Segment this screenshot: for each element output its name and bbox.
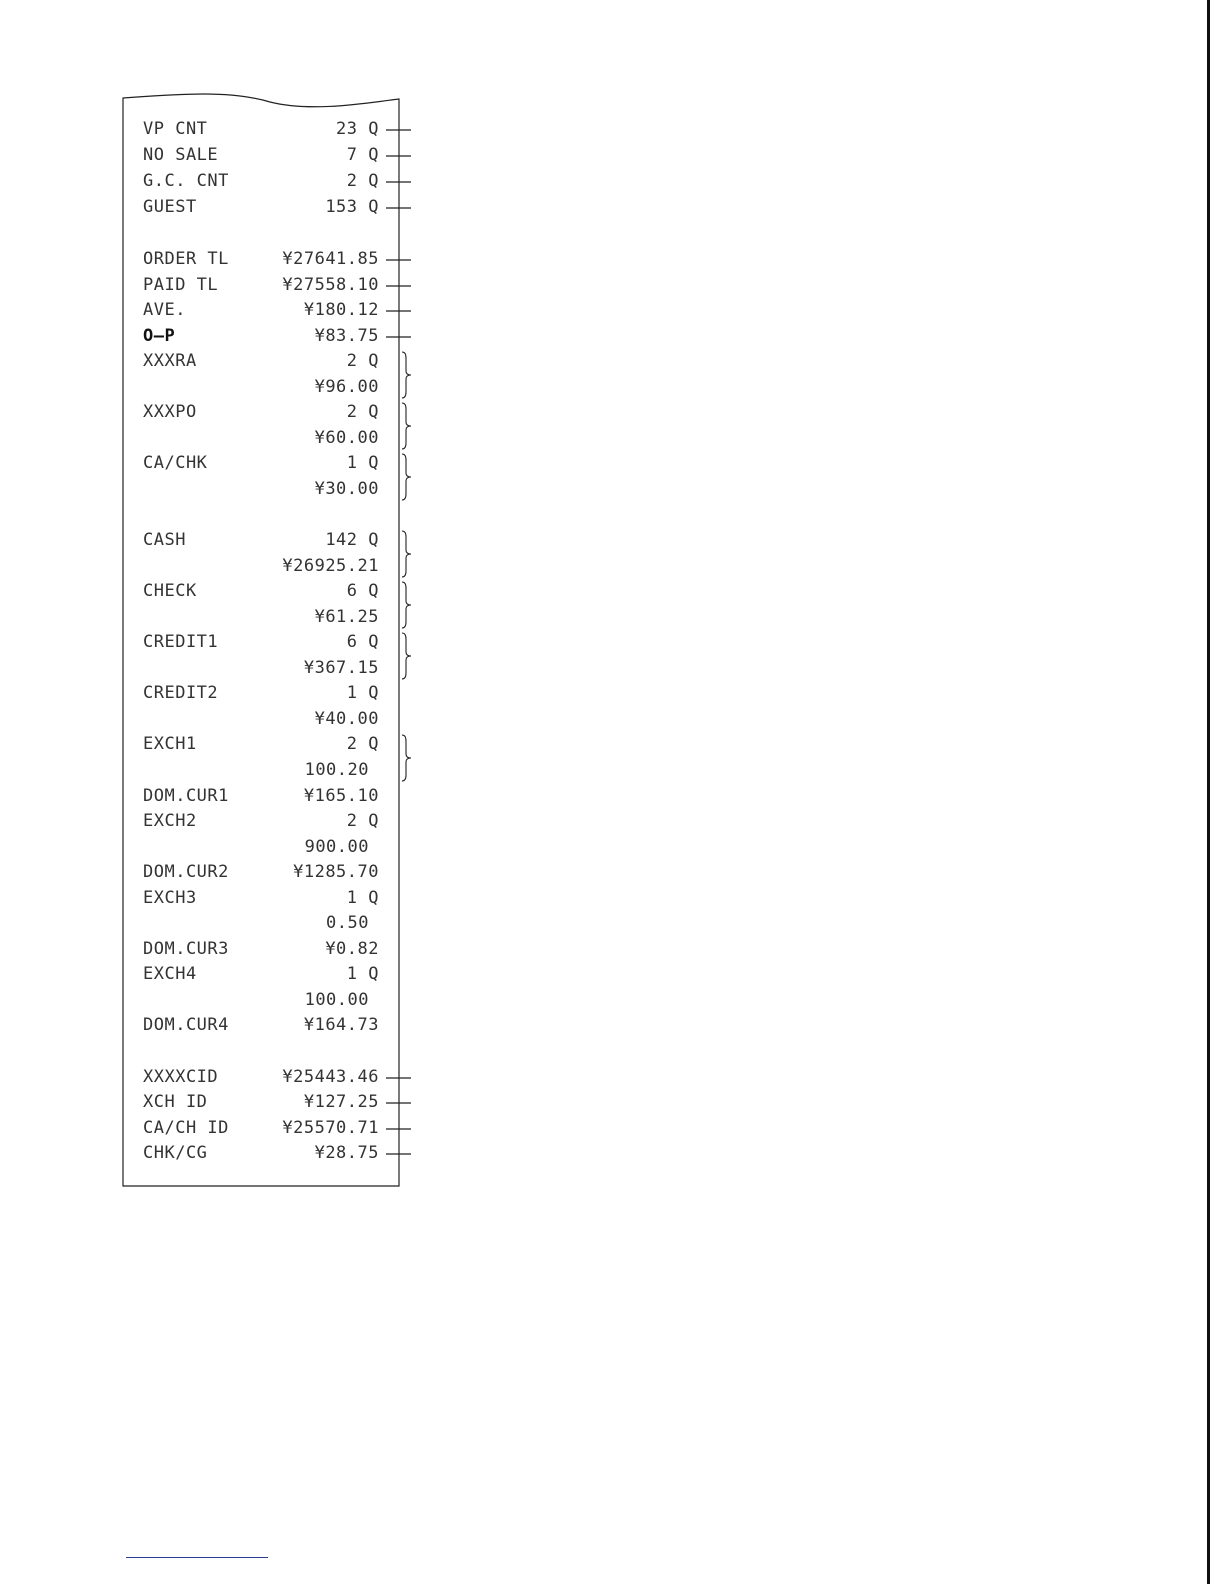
receipt-line-value: ¥40.00 — [314, 709, 379, 729]
receipt-line — [120, 375, 402, 400]
receipt-line-value: 153 Q — [325, 197, 379, 217]
receipt-line — [120, 273, 402, 298]
receipt-line-value: ¥27558.10 — [282, 275, 379, 295]
receipt-line — [120, 962, 402, 987]
receipt-line — [120, 1013, 402, 1038]
receipt-line — [120, 1141, 402, 1166]
receipt-line — [120, 630, 402, 655]
receipt-line-value: 6 Q — [346, 581, 379, 601]
receipt-line — [120, 324, 402, 349]
receipt-line-value: 1 Q — [346, 453, 379, 473]
receipt-line-value: ¥0.82 — [325, 939, 379, 959]
receipt-line — [120, 143, 402, 168]
receipt-line-label: CREDIT1 — [143, 632, 219, 652]
receipt-line-label: EXCH2 — [143, 811, 197, 831]
receipt-line — [120, 169, 402, 194]
receipt-line-value: 7 Q — [346, 145, 379, 165]
receipt-line-value: 2 Q — [346, 171, 379, 191]
group-brace — [402, 531, 411, 577]
receipt-line-value: 142 Q — [325, 530, 379, 550]
receipt-line-label: PAID TL — [143, 275, 219, 295]
receipt-line-value: ¥180.12 — [303, 300, 379, 320]
receipt-line — [120, 988, 402, 1013]
receipt-line-value: 2 Q — [346, 351, 379, 371]
receipt-line — [120, 860, 402, 885]
receipt-line-label: O—P — [143, 326, 176, 346]
receipt-line — [120, 886, 402, 911]
receipt-line — [120, 707, 402, 732]
receipt-line-label: NO SALE — [143, 145, 219, 165]
receipt-line-label: VP CNT — [143, 119, 208, 139]
receipt-line-value: ¥61.25 — [314, 607, 379, 627]
receipt-line-value: ¥83.75 — [314, 326, 379, 346]
receipt-line — [120, 400, 402, 425]
receipt-line-value: 2 Q — [346, 402, 379, 422]
receipt-line — [120, 1116, 402, 1141]
receipt-line-label: CASH — [143, 530, 186, 550]
receipt-line-value: 2 Q — [346, 811, 379, 831]
receipt-line — [120, 451, 402, 476]
receipt-line — [120, 579, 402, 604]
receipt-line-label: CHECK — [143, 581, 197, 601]
receipt-line — [120, 1090, 402, 1115]
group-brace — [402, 352, 411, 398]
receipt-line — [120, 911, 402, 936]
receipt-line-label: ORDER TL — [143, 249, 229, 269]
receipt-line-label: CA/CHK — [143, 453, 208, 473]
receipt-line-label: GUEST — [143, 197, 197, 217]
receipt-line — [120, 528, 402, 553]
receipt-line-value: 1 Q — [346, 683, 379, 703]
receipt-line — [120, 809, 402, 834]
receipt-line-label: EXCH4 — [143, 964, 197, 984]
receipt-line-value: 1 Q — [346, 888, 379, 908]
receipt-line — [120, 656, 402, 681]
receipt-line — [120, 937, 402, 962]
receipt-line-label: DOM.CUR4 — [143, 1015, 229, 1035]
group-brace — [402, 582, 411, 628]
receipt-line-value: ¥28.75 — [314, 1143, 379, 1163]
receipt-line-value: 2 Q — [346, 734, 379, 754]
receipt-line — [120, 426, 402, 451]
receipt-line — [120, 195, 402, 220]
receipt-line-label: G.C. CNT — [143, 171, 229, 191]
receipt-line-value: 23 Q — [336, 119, 379, 139]
footnote-rule — [126, 1557, 268, 1558]
receipt-line-label: XCH ID — [143, 1092, 208, 1112]
receipt-line-value: 6 Q — [346, 632, 379, 652]
receipt-line — [120, 298, 402, 323]
receipt-line-value: 900.00 — [304, 837, 369, 857]
receipt-line-label: DOM.CUR3 — [143, 939, 229, 959]
receipt-line — [120, 835, 402, 860]
group-brace — [402, 735, 411, 781]
page-edge-bar — [1207, 0, 1210, 1584]
receipt-line-label: CREDIT2 — [143, 683, 219, 703]
receipt-line-label: CA/CH ID — [143, 1118, 229, 1138]
receipt-line-value: ¥27641.85 — [282, 249, 379, 269]
receipt-line-value: ¥164.73 — [303, 1015, 379, 1035]
receipt-line-value: ¥25570.71 — [282, 1118, 379, 1138]
receipt-line — [120, 784, 402, 809]
receipt-line — [120, 477, 402, 502]
receipt-line-label: XXXPO — [143, 402, 197, 422]
receipt-line — [120, 247, 402, 272]
receipt-line — [120, 681, 402, 706]
receipt-line — [120, 732, 402, 757]
receipt-line-label: AVE. — [143, 300, 186, 320]
receipt-line-value: 100.20 — [304, 760, 369, 780]
receipt-line-value: ¥30.00 — [314, 479, 379, 499]
receipt-line-value: ¥60.00 — [314, 428, 379, 448]
receipt-line-label: XXXRA — [143, 351, 197, 371]
receipt-line — [120, 758, 402, 783]
receipt-line-value: ¥367.15 — [303, 658, 379, 678]
receipt-line-label: XXXXCID — [143, 1067, 219, 1087]
receipt-line-value: 100.00 — [304, 990, 369, 1010]
receipt-line-label: DOM.CUR2 — [143, 862, 229, 882]
receipt-line-value: ¥25443.46 — [282, 1067, 379, 1087]
receipt-line-value: 0.50 — [326, 913, 369, 933]
receipt-tape — [120, 90, 402, 1190]
group-brace — [402, 633, 411, 679]
group-brace — [402, 454, 411, 500]
receipt-line — [120, 1065, 402, 1090]
group-brace — [402, 403, 411, 449]
receipt-line — [120, 605, 402, 630]
receipt-line-label: CHK/CG — [143, 1143, 208, 1163]
receipt-line — [120, 117, 402, 142]
receipt-line — [120, 349, 402, 374]
receipt-line-label: EXCH3 — [143, 888, 197, 908]
receipt-line-value: 1 Q — [346, 964, 379, 984]
receipt-line-value: ¥1285.70 — [293, 862, 379, 882]
receipt-line-value: ¥26925.21 — [282, 556, 379, 576]
receipt-lines — [120, 90, 402, 1190]
receipt-line — [120, 554, 402, 579]
receipt-line-value: ¥165.10 — [303, 786, 379, 806]
receipt-line-value: ¥96.00 — [314, 377, 379, 397]
receipt-line-label: DOM.CUR1 — [143, 786, 229, 806]
receipt-line-value: ¥127.25 — [303, 1092, 379, 1112]
receipt-line-label: EXCH1 — [143, 734, 197, 754]
